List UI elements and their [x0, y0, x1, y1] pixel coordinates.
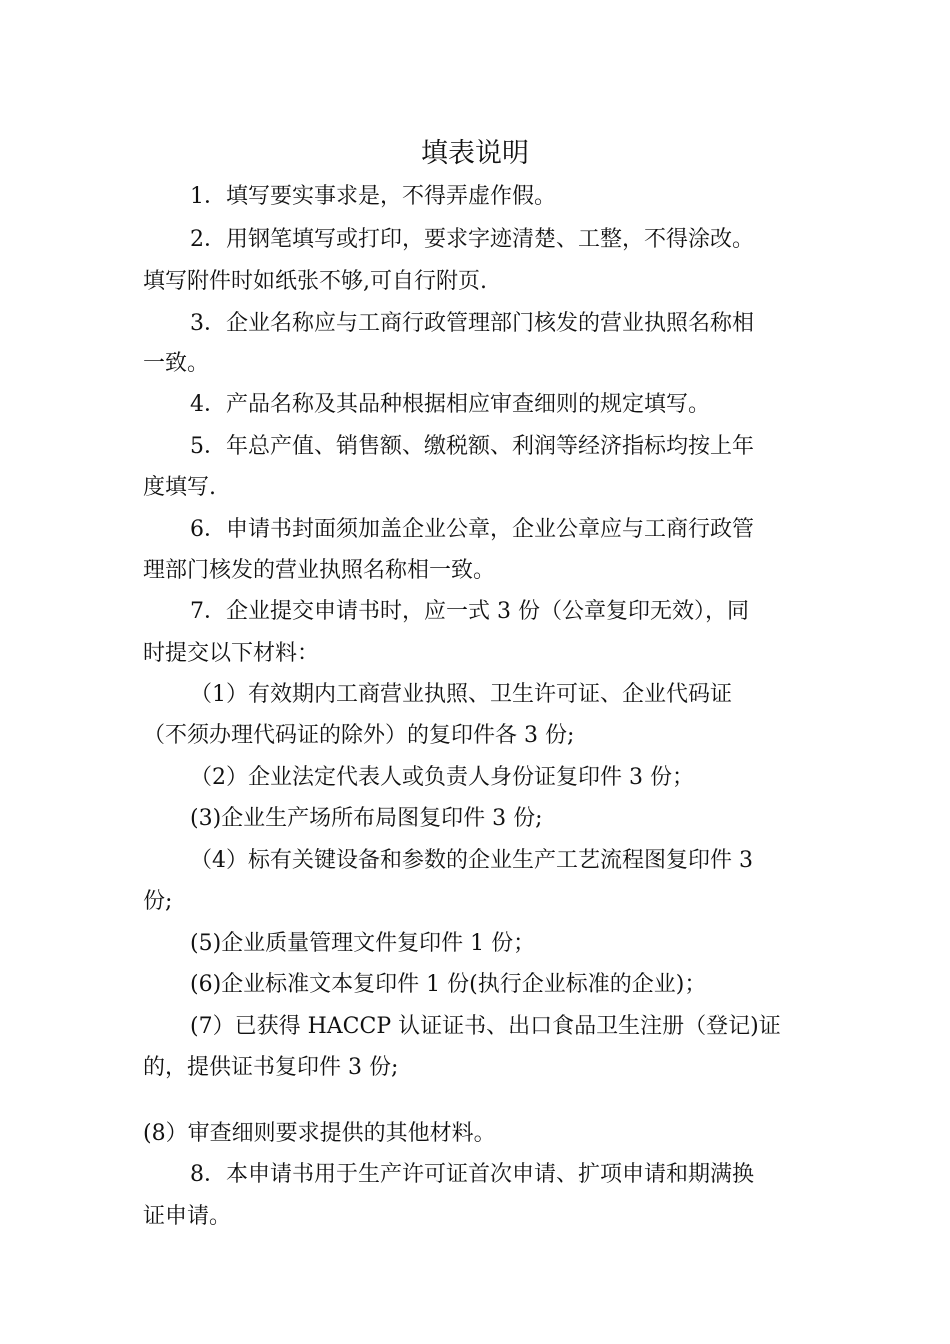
instruction-line: 8．本申请书用于生产许可证首次申请、扩项申请和期满换 [190, 1162, 754, 1187]
instruction-line: 4．产品名称及其品种根据相应审查细则的规定填写。 [190, 392, 710, 417]
instruction-line: 度填写. [143, 475, 216, 500]
instruction-line: 3．企业名称应与工商行政管理部门核发的营业执照名称相 [190, 311, 754, 336]
instruction-line: 1．填写要实事求是，不得弄虚作假。 [190, 184, 556, 209]
material-item: (5)企业质量管理文件复印件 1 份； [190, 931, 536, 956]
material-item: (8）审查细则要求提供的其他材料。 [143, 1121, 496, 1146]
instruction-line: 理部门核发的营业执照名称相一致。 [143, 558, 496, 583]
page-title: 填表说明 [421, 138, 529, 169]
instruction-line: 2．用钢笔填写或打印，要求字迹清楚、工整，不得涂改。 [190, 227, 754, 252]
instruction-line: 6．申请书封面须加盖企业公章，企业公章应与工商行政管 [190, 517, 754, 542]
material-item: 的，提供证书复印件 3 份; [143, 1055, 399, 1080]
material-item: （2）企业法定代表人或负责人身份证复印件 3 份； [190, 765, 694, 790]
material-item: (3)企业生产场所布局图复印件 3 份; [190, 806, 543, 831]
material-item: （4）标有关键设备和参数的企业生产工艺流程图复印件 3 [190, 848, 753, 873]
material-item: (6)企业标准文本复印件 1 份(执行企业标准的企业)； [190, 972, 707, 997]
instruction-line: 证申请。 [143, 1204, 232, 1229]
material-item: (7）已获得 HACCP 认证证书、出口食品卫生注册（登记)证 [190, 1014, 781, 1039]
instruction-line: 一致。 [143, 351, 210, 376]
instruction-line: 5．年总产值、销售额、缴税额、利润等经济指标均按上年 [190, 434, 754, 459]
material-item: 份; [143, 889, 173, 914]
instruction-line: 7．企业提交申请书时，应一式 3 份（公章复印无效），同 [190, 599, 749, 624]
material-item: （1）有效期内工商营业执照、卫生许可证、企业代码证 [190, 682, 732, 707]
material-item: （不须办理代码证的除外）的复印件各 3 份; [143, 723, 575, 748]
instruction-line: 填写附件时如纸张不够,可自行附页. [143, 269, 487, 294]
instruction-line: 时提交以下材料： [143, 641, 320, 666]
